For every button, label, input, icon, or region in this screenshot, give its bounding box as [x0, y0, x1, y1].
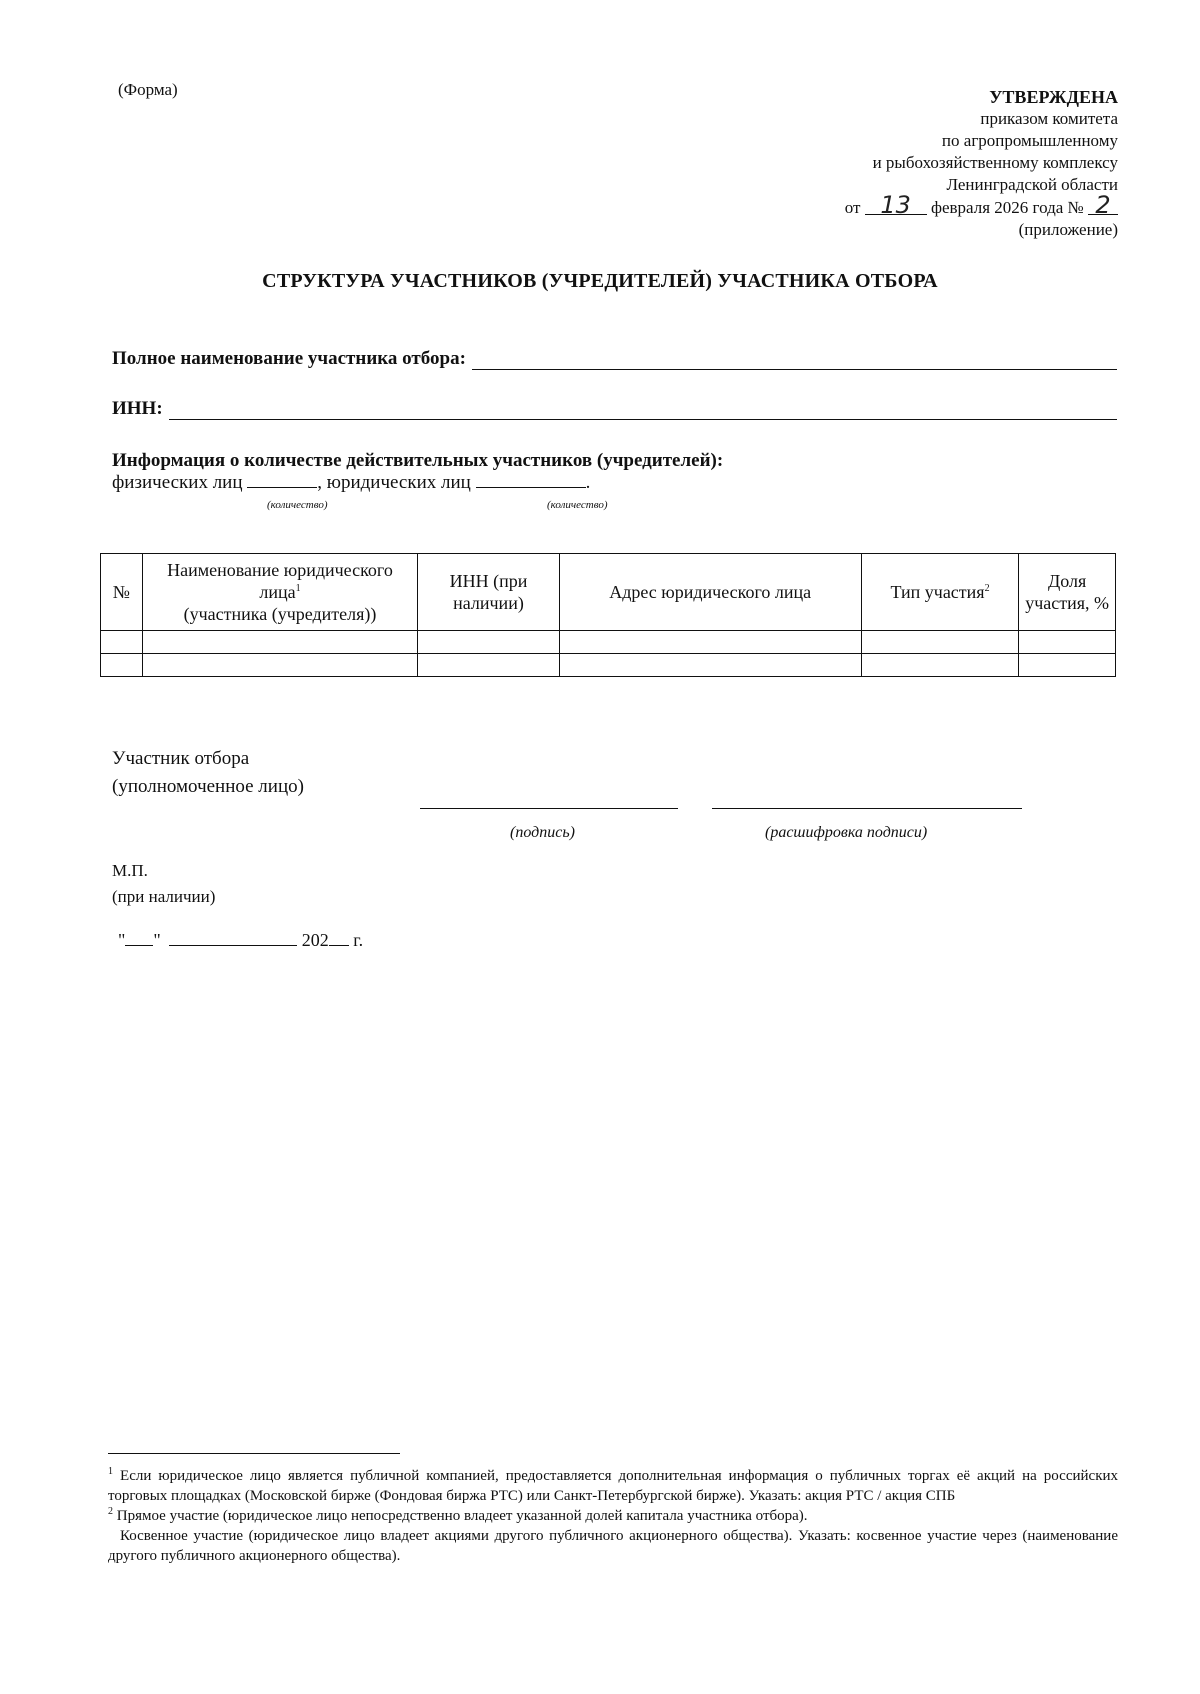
info-counts: физических лиц , юридических лиц . [112, 472, 591, 493]
footnote-text: Если юридическое лицо является публичной компанией, предоставляется дополнительная информация о публичных торгах её акций на российских торговых площадках (Московской бирже (Фондовая биржа РТС) или Санкт-Петербургской бирже). Указать: акция РТС / акция СПБ [108, 1468, 1119, 1504]
date-prefix: от [844, 198, 861, 217]
month-blank[interactable] [169, 931, 297, 946]
quantity-caption: (количество) [547, 499, 608, 511]
inn-label: ИНН: [112, 398, 163, 419]
table-cell[interactable] [418, 631, 559, 654]
footnote-text: Косвенное участие (юридическое лицо владеет акциями другого публичного акционерного общества). Указать: косвенное участие через (наименование другого публичного акционерного общества). [108, 1528, 1118, 1564]
table-cell[interactable] [142, 631, 418, 654]
quantity-captions [112, 494, 723, 510]
approval-line: Ленинградской области [946, 175, 1118, 194]
table-cell[interactable] [101, 654, 143, 677]
handwritten-number: 2 [1088, 196, 1118, 215]
footnote-1 [108, 1466, 1118, 1506]
month-year: февраля 2026 года № [930, 198, 1084, 217]
header-type-text: Тип участия [890, 582, 985, 602]
footnote-separator [108, 1453, 400, 1454]
seal-label: М.П. [112, 861, 148, 880]
table-cell[interactable] [559, 654, 861, 677]
year-prefix: 202 [301, 930, 329, 950]
legal-entities-label: юридических лиц [326, 472, 471, 493]
full-name-field [112, 348, 1117, 370]
full-name-blank-line[interactable] [472, 353, 1117, 370]
header-name-tail: (участника (учредителя)) [183, 604, 377, 624]
footnote-ref-2: 2 [984, 583, 990, 594]
footnote-text: Прямое участие (юридическое лицо непосредственно владеет указанной долей капитала участника отбора). [116, 1508, 808, 1524]
approval-line: и рыбохозяйственному комплексу [872, 153, 1118, 172]
quantity-caption: (количество) [267, 499, 328, 511]
form-label: (Форма) [118, 80, 178, 99]
document-title: СТРУКТУРА УЧАСТНИКОВ (УЧРЕДИТЕЛЕЙ) УЧАСТНИКА ОТБОРА [262, 270, 938, 292]
footnote-2-continued [108, 1526, 1118, 1566]
footnote-ref-1: 1 [295, 583, 301, 594]
approval-block [845, 86, 1118, 241]
inn-field [112, 398, 1117, 420]
table-row [101, 631, 1116, 654]
year-blank[interactable] [329, 931, 349, 946]
approval-date-line [844, 191, 1118, 219]
header-type [861, 554, 1019, 631]
signer-line2: (уполномоченное лицо) [112, 776, 304, 797]
table-header-row [101, 554, 1116, 631]
approval-line: приказом комитета [980, 109, 1118, 128]
handwritten-day: 13 [865, 196, 927, 215]
participants-table [100, 553, 1116, 677]
individuals-label: физических лиц [112, 472, 243, 493]
date-fill-line: " " 202 г. [118, 930, 364, 950]
header-address: Адрес юридического лица [559, 554, 861, 631]
signature-decode-caption: (расшифровка подписи) [765, 824, 928, 841]
signer-line1: Участник отбора [112, 748, 250, 769]
table-cell[interactable] [101, 631, 143, 654]
seal-note: (при наличии) [112, 887, 216, 906]
header-inn: ИНН (при наличии) [418, 554, 559, 631]
header-name [142, 554, 418, 631]
header-number: № [101, 554, 143, 631]
table-cell[interactable] [142, 654, 418, 677]
table-cell[interactable] [861, 654, 1019, 677]
signature-line[interactable] [420, 808, 678, 809]
individuals-count-blank[interactable] [247, 473, 317, 488]
approval-line: по агропромышленному [941, 131, 1118, 150]
footnote-mark: 2 [108, 1506, 113, 1517]
year-suffix: г. [353, 930, 364, 950]
participants-info [112, 450, 723, 510]
inn-blank-line[interactable] [169, 403, 1117, 420]
signer-block [112, 745, 304, 801]
approval-suffix: (приложение) [1018, 220, 1118, 239]
info-heading: Информация о количестве действительных участников (учредителей): [112, 450, 724, 471]
table-cell[interactable] [1019, 631, 1116, 654]
footnote-2 [108, 1506, 1118, 1526]
table-row [101, 654, 1116, 677]
full-name-label: Полное наименование участника отбора: [112, 348, 466, 369]
signature-caption: (подпись) [510, 824, 575, 841]
day-blank[interactable] [125, 931, 153, 946]
header-share: Доля участия, % [1019, 554, 1116, 631]
legal-entities-count-blank[interactable] [476, 473, 586, 488]
table-cell[interactable] [861, 631, 1019, 654]
footnotes [108, 1466, 1118, 1566]
table-cell[interactable] [559, 631, 861, 654]
table-cell[interactable] [418, 654, 559, 677]
table-cell[interactable] [1019, 654, 1116, 677]
footnote-mark: 1 [108, 1466, 113, 1477]
approval-title: УТВЕРЖДЕНА [989, 87, 1118, 107]
header-name-text: Наименование юридического лица [167, 560, 393, 602]
signature-decode-line[interactable] [712, 808, 1022, 809]
seal-block [112, 858, 215, 910]
